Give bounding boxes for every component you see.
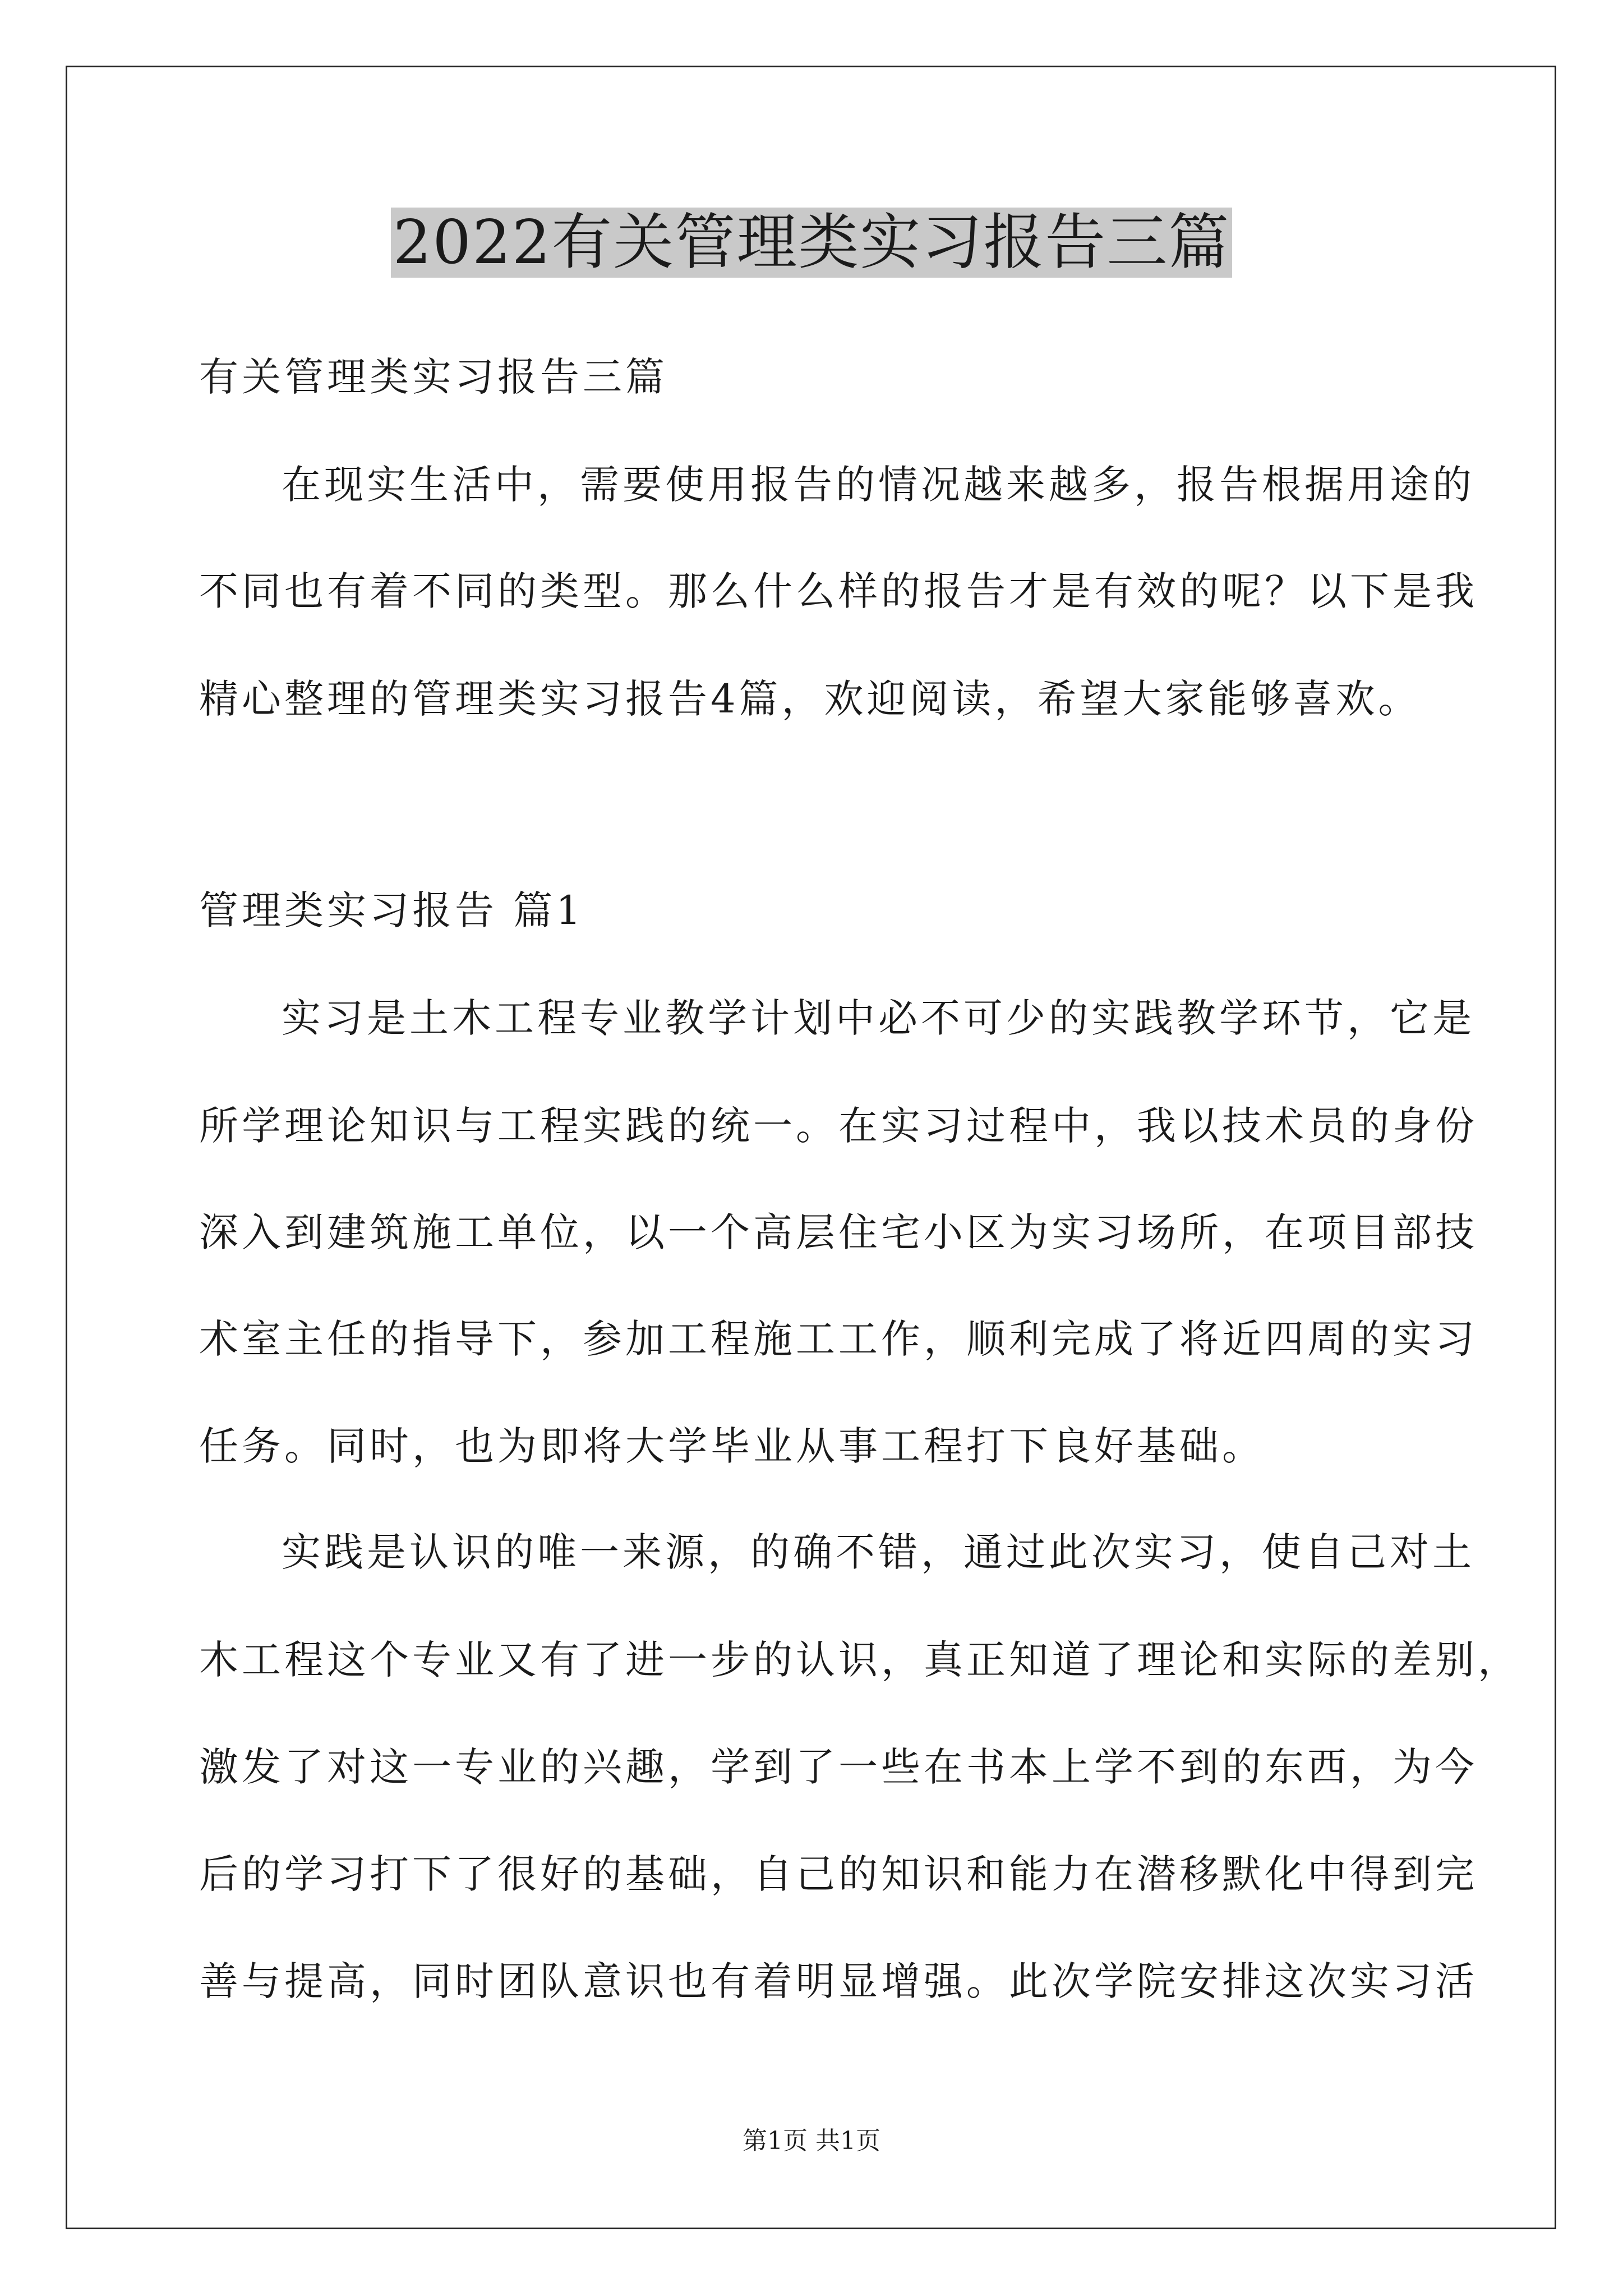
- intro-line-2: 不同也有着不同的类型。那么什么样的报告才是有效的呢？以下是我: [199, 568, 1478, 614]
- paragraph2-line-1: 实践是认识的唯一来源，的确不错，通过此次实习，使自己对土: [282, 1529, 1475, 1575]
- page-footer: 第1页 共1页: [743, 2127, 880, 2155]
- paragraph1-line-2: 所学理论知识与工程实践的统一。在实习过程中，我以技术员的身份: [199, 1103, 1478, 1149]
- paragraph2-line-2: 木工程这个专业又有了进一步的认识，真正知道了理论和实际的差别，: [199, 1637, 1520, 1683]
- paragraph2-line-3: 激发了对这一专业的兴趣，学到了一些在书本上学不到的东西，为今: [199, 1744, 1478, 1790]
- document-subtitle: 有关管理类实习报告三篇: [199, 354, 668, 400]
- intro-line-1: 在现实生活中，需要使用报告的情况越来越多，报告根据用途的: [282, 462, 1475, 508]
- document-title: 2022有关管理类实习报告三篇: [0, 201, 1623, 285]
- intro-line-3: 精心整理的管理类实习报告4篇，欢迎阅读，希望大家能够喜欢。: [199, 676, 1421, 722]
- paragraph1-line-3: 深入到建筑施工单位，以一个高层住宅小区为实习场所，在项目部技: [199, 1209, 1478, 1255]
- section-heading: 管理类实习报告 篇1: [199, 887, 584, 933]
- paragraph2-line-5: 善与提高，同时团队意识也有着明显增强。此次学院安排这次实习活: [199, 1958, 1478, 2004]
- paragraph2-line-4: 后的学习打下了很好的基础，自己的知识和能力在潜移默化中得到完: [199, 1851, 1478, 1897]
- paragraph1-line-5: 任务。同时，也为即将大学毕业从事工程打下良好基础。: [199, 1423, 1265, 1469]
- paragraph1-line-1: 实习是土木工程专业教学计划中必不可少的实践教学环节，它是: [282, 995, 1475, 1041]
- paragraph1-line-4: 术室主任的指导下，参加工程施工工作，顺利完成了将近四周的实习: [199, 1316, 1478, 1362]
